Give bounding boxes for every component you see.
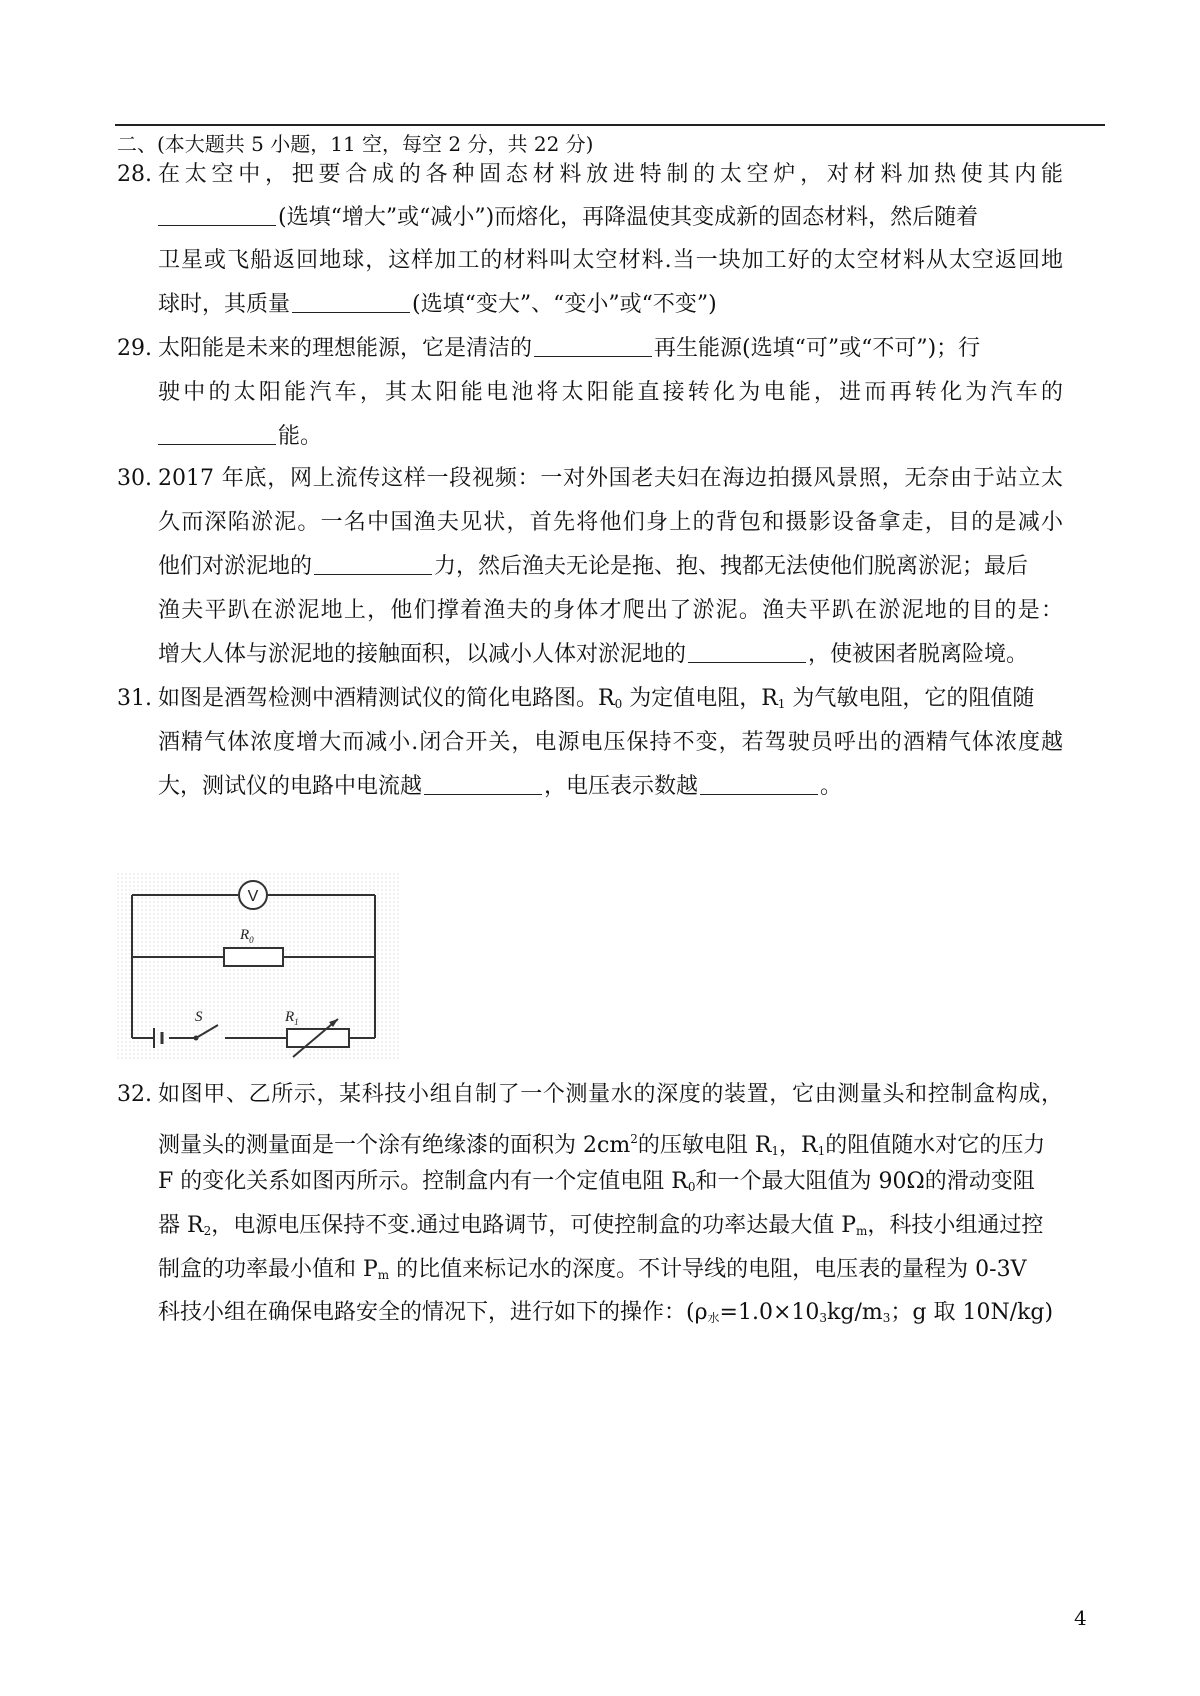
question-text: 如图是酒驾检测中酒精测试仪的简化电路图。$R_0$ 为定值电阻，$R_1$ 为气敏电阻，它的阻值随 bbox=[158, 686, 1035, 711]
resistor-r0-label: $R_0$ bbox=[240, 927, 254, 945]
question-text: 增大人体与淤泥地的接触面积，以减小人体对淤泥地的 ，使被困者脱离险境。 bbox=[158, 642, 1029, 667]
answer-blank[interactable] bbox=[700, 772, 818, 795]
answer-blank[interactable] bbox=[158, 203, 276, 226]
question-text: F 的变化关系如图丙所示。控制盒内有一个定值电阻 $R_0$和一个最大阻值为 90Ω的滑动变阻 bbox=[158, 1169, 1035, 1194]
question-text: 2017 年底，网上流传这样一段视频：一对外国老夫妇在海边拍摄风景照，无奈由于站立太 bbox=[158, 466, 1063, 491]
question-text: 科技小组在确保电路安全的情况下，进行如下的操作：($\rho_水=1.0\times 10_3kg/m_3$；g 取 10N/kg) bbox=[158, 1300, 1054, 1325]
answer-blank[interactable] bbox=[688, 640, 806, 663]
resistor-r0-body bbox=[224, 948, 283, 966]
question-text: 太阳能是未来的理想能源，它是清洁的 再生能源(选填“可”或“不可”)；行 bbox=[158, 336, 981, 361]
question-text: 在太空中，把要合成的各种固态材料放进特制的太空炉，对材料加热使其内能 bbox=[158, 162, 1063, 187]
circuit-diagram bbox=[117, 873, 400, 1061]
answer-blank[interactable] bbox=[292, 290, 410, 313]
switch-label: S bbox=[195, 1009, 203, 1025]
question-text: 卫星或飞船返回地球，这样加工的材料叫太空材料.当一块加工好的太空材料从太空返回地 bbox=[158, 248, 1063, 273]
question-text: 能。 bbox=[158, 422, 322, 452]
resistor-r1-label: $R_1$ bbox=[285, 1009, 299, 1027]
question-text: 他们对淤泥地的 力，然后渔夫无论是拖、抱、拽都无法使他们脱离淤泥；最后 bbox=[158, 554, 1029, 579]
resistor-r1-body bbox=[287, 1029, 349, 1047]
question-text: 球时，其质量 (选填“变大”、“变小”或“不变”) bbox=[158, 292, 717, 317]
question-number: 29. bbox=[117, 336, 152, 361]
question-number: 28. bbox=[117, 162, 152, 187]
voltmeter bbox=[239, 881, 267, 909]
question-number: 31. bbox=[117, 686, 152, 711]
question-text: 测量头的测量面是一个涂有绝缘漆的面积为 $2cm^2$的压敏电阻 $R_1$，$R_1$的阻值随水对它的压力 bbox=[158, 1132, 1046, 1158]
answer-blank[interactable] bbox=[534, 334, 652, 357]
voltmeter-label: V bbox=[247, 888, 259, 905]
answer-blank[interactable] bbox=[424, 772, 542, 795]
question-text: (选填“增大”或“减小”)而熔化，再降温使其变成新的固态材料，然后随着 bbox=[158, 203, 978, 233]
question-text: 驶中的太阳能汽车，其太阳能电池将太阳能直接转化为电能，进而再转化为汽车的 bbox=[158, 380, 1063, 405]
question-text: 久而深陷淤泥。一名中国渔夫见状，首先将他们身上的背包和摄影设备拿走，目的是减小 bbox=[158, 510, 1063, 535]
answer-blank[interactable] bbox=[158, 422, 276, 445]
section-header: 二、(本大题共 5 小题，11 空，每空 2 分，共 22 分) bbox=[117, 132, 594, 156]
question-text: 如图甲、乙所示，某科技小组自制了一个测量水的深度的装置，它由测量头和控制盒构成， bbox=[158, 1082, 1063, 1107]
question-text: 器 $R_2$，电源电压保持不变.通过电路调节，可使控制盒的功率达最大值 $P_m$，科技小组通过控 bbox=[158, 1213, 1044, 1238]
question-number: 32. bbox=[117, 1082, 152, 1107]
question-text: 大，测试仪的电路中电流越 ，电压表示数越 。 bbox=[158, 774, 843, 799]
question-text: 渔夫平趴在淤泥地上，他们撑着渔夫的身体才爬出了淤泥。渔夫平趴在淤泥地的目的是： bbox=[158, 598, 1063, 623]
top-rule bbox=[115, 124, 1105, 126]
question-text: 酒精气体浓度增大而减小.闭合开关，电源电压保持不变，若驾驶员呼出的酒精气体浓度越 bbox=[158, 730, 1063, 755]
question-number: 30. bbox=[117, 466, 152, 491]
answer-blank[interactable] bbox=[314, 552, 432, 575]
question-text: 制盒的功率最小值和 $P_m$ 的比值来标记水的深度。不计导线的电阻，电压表的量程为 0-3V bbox=[158, 1257, 1027, 1282]
page-number: 4 bbox=[1074, 1606, 1087, 1630]
